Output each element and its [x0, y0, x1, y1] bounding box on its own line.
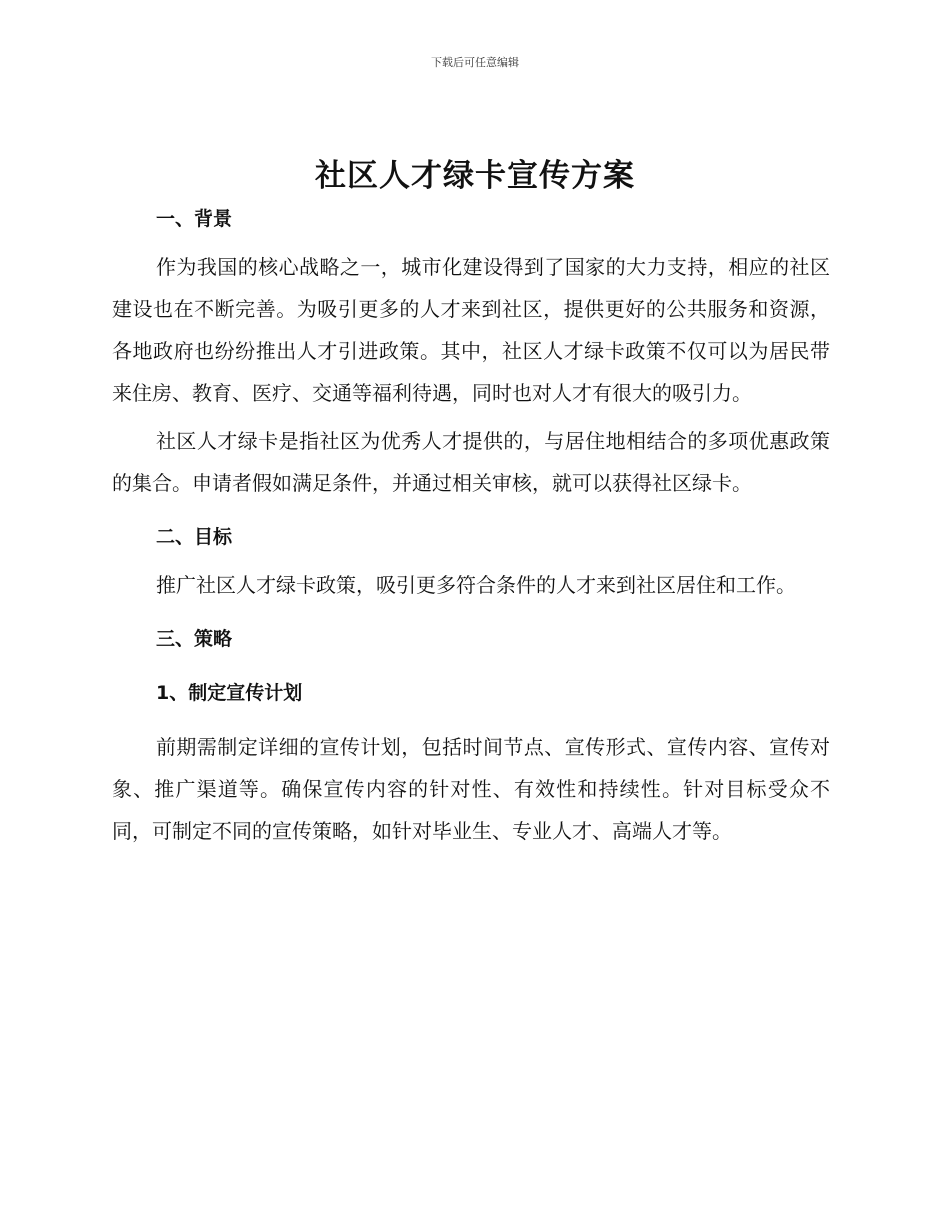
background-paragraph-1: 作为我国的核心战略之一，城市化建设得到了国家的大力支持，相应的社区建设也在不断完善。为吸引更多的人才来到社区，提供更好的公共服务和资源，各地政府也纷纷推出人才引进政策。其中，社区人才绿卡政策不仅可以为居民带来住房、教育、医疗、交通等福利待遇，同时也对人才有很大的吸引力。: [112, 255, 830, 405]
section-heading-background: 一、背景: [156, 208, 233, 230]
plan-paragraph-1: 前期需制定详细的宣传计划，包括时间节点、宣传形式、宣传内容、宣传对象、推广渠道等。确保宣传内容的针对性、有效性和持续性。针对目标受众不同，可制定不同的宣传策略，如针对毕业生、专业人才、高端人才等。: [112, 735, 830, 843]
header-note: 下载后可任意编辑: [431, 56, 519, 69]
goal-paragraph-1: 推广社区人才绿卡政策，吸引更多符合条件的人才来到社区居住和工作。: [156, 573, 796, 597]
document-title: 社区人才绿卡宣传方案: [315, 158, 635, 194]
subsection-heading-plan: 1、制定宣传计划: [156, 682, 303, 704]
section-heading-strategy: 三、策略: [156, 628, 233, 650]
background-paragraph-2: 社区人才绿卡是指社区为优秀人才提供的，与居住地相结合的多项优惠政策的集合。申请者假如满足条件，并通过相关审核，就可以获得社区绿卡。: [112, 429, 830, 495]
document-body: [112, 198, 830, 852]
section-heading-goal: 二、目标: [156, 526, 233, 548]
